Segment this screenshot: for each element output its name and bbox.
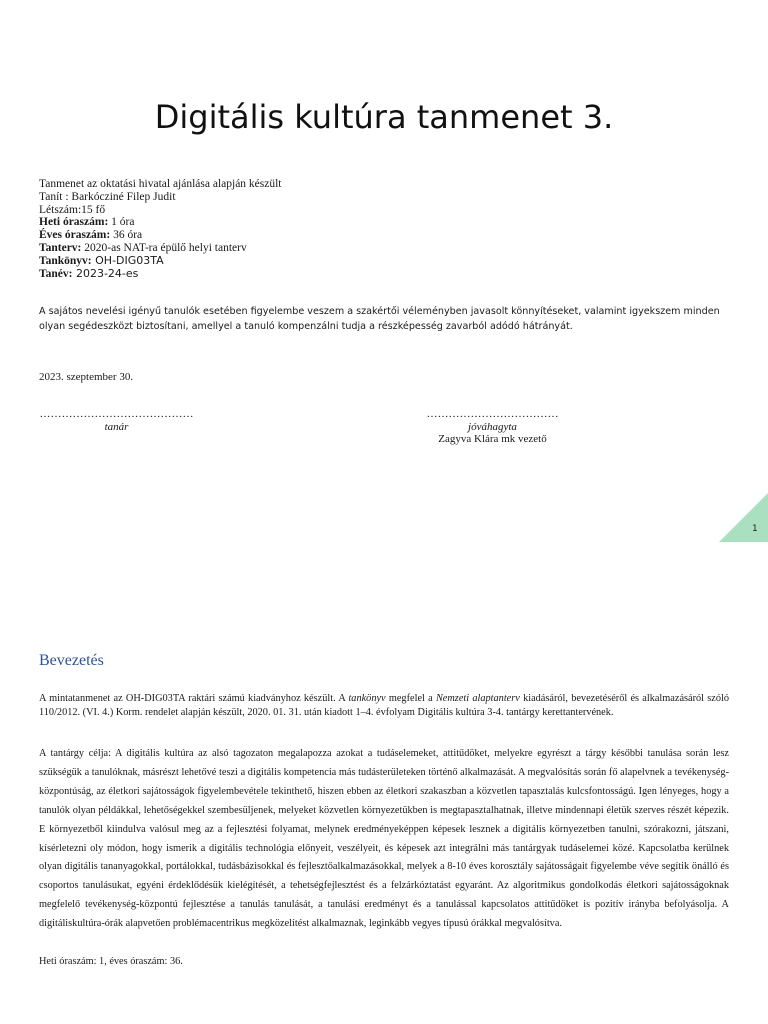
approver-name: Zagyva Klára mk vezető — [438, 433, 547, 445]
signature-line-left: …………………………………… — [39, 408, 194, 420]
eves-value: 36 óra — [110, 229, 143, 242]
heti-label: Heti óraszám: — [39, 216, 109, 229]
meta-line-3: Létszám:15 fő — [39, 203, 106, 216]
signature-teacher — [39, 408, 194, 433]
page-corner-triangle — [719, 493, 768, 542]
para1-e: kiadásáról, bevezetéséről és alkalmazásáról szóló 110/2012. (VI. 4.) Korm. rendelet alapján készült, 2020. 01. 31. után kiadott 1–4. évfolyam Digitális kultúra 3-4. tantárgy kerettantervének. — [39, 693, 730, 718]
meta-heti — [39, 216, 282, 229]
meta-eves — [39, 229, 282, 242]
tanev-label: Tanév: — [39, 267, 73, 280]
signature-label-right: jóváhagyta — [468, 420, 517, 433]
para1-tankonyv: tankönyv — [348, 693, 386, 704]
signature-line-right: ……………………………… — [426, 408, 559, 420]
date: 2023. szeptember 30. — [39, 371, 134, 383]
page-number: 1 — [752, 524, 758, 534]
tankonyv-value: OH-DIG03TA — [91, 253, 164, 267]
paragraph-hours: Heti óraszám: 1, éves óraszám: 36. — [39, 956, 183, 967]
tanterv-label: Tanterv: — [39, 241, 82, 254]
metadata-block — [39, 178, 282, 280]
meta-tanev — [39, 268, 282, 281]
tanterv-value: 2020-as NAT-ra épülő helyi tanterv — [81, 241, 247, 254]
para1-a: A mintatanmenet az OH-DIG03TA raktári számú kiadványhoz készült. A — [39, 693, 349, 704]
tankonyv-label: Tankönyv: — [39, 254, 92, 267]
signature-approver — [420, 408, 565, 446]
document-title: Digitális kultúra tanmenet 3. — [154, 98, 614, 136]
tanev-value: 2023-24-es — [72, 266, 139, 280]
para1-nat: Nemzeti alaptanterv — [435, 693, 520, 704]
eves-label: Éves óraszám: — [39, 229, 111, 242]
section-heading: Bevezetés — [39, 652, 104, 669]
paragraph-goal: A tantárgy célja: A digitális kultúra az alsó tagozaton megalapozza azokat a tudáselemeket, attitűdöket, melyekre egyrészt a tárgy későbbi tanulása során lesz szükségük a tanulóknak, másrészt lehetővé teszi a digitális kompetencia más tudásterületeken történő alkalmazását. A megvalósítás során fő alapelvnek a tevékenység-központúság, az életkori sajátosságok figyelembevétele tekinthető, hiszen ebben az életkori szakaszban a közvetlen tapasztalás kulcsfontosságú. Igen lényeges, hogy a tanulók olyan példákkal, lehetőségekkel szembesüljenek, melyeket közvetlen környezetükben is megtapasztalhatnak, illetve mindennapi életük szerves részét képezik. E környezetből kiindulva valósul meg az a fejlesztési folyamat, melynek eredményeképpen képesek lesznek a digitális környezetben tanulni, szórakozni, játszani, kísérletezni oly módon, hogy ismerik a digitális technológia előnyeit, veszélyeit, és képesek azt integrálni más tantárgyak tudáselemei közé. Kapcsolatba kerülnek olyan digitális tananyagokkal, portálokkal, tudásbázisokkal és fejlesztőalkalmazásokkal, melyek a 8-10 éves korosztály sajátosságait figyelembe véve segítik önálló és csoportos tanulásukat, egyéni érdeklődésük kielégítését, a tehetségfejlesztést és a felzárkóztatást egyaránt. Az algoritmikus gondolkodás életkori sajátosságoknak megfelelő tevékenység-központú fejlesztése a tanulás tanulását, a tanulási eredményt és a tanulással kapcsolatos attitűdöket is pozitív irányba befolyásolja. A digitáliskultúra-órák alapvetően problémacentrikus megközelítést alkalmaznak, leginkább vegyes típusú órákkal megvalósítva. — [39, 748, 729, 930]
sni-note: A sajátos nevelési igényű tanulók esetében figyelembe veszem a szakértői véleményben javasolt könnyítéseket, valamint igyekszem minden olyan segédeszközt biztosítani, amellyel a tanuló kompenzálni tudja a részképesség zavarból adódó hátrányát. — [39, 306, 720, 332]
para1-c: megfelel a — [385, 693, 436, 704]
meta-line-1: Tanmenet az oktatási hivatal ajánlása alapján készült — [39, 178, 282, 190]
heti-value: 1 óra — [108, 216, 135, 229]
meta-line-2: Tanít : Barkócziné Filep Judit — [39, 190, 176, 203]
signature-label-left: tanár — [104, 420, 129, 433]
paragraph-intro — [39, 692, 729, 719]
